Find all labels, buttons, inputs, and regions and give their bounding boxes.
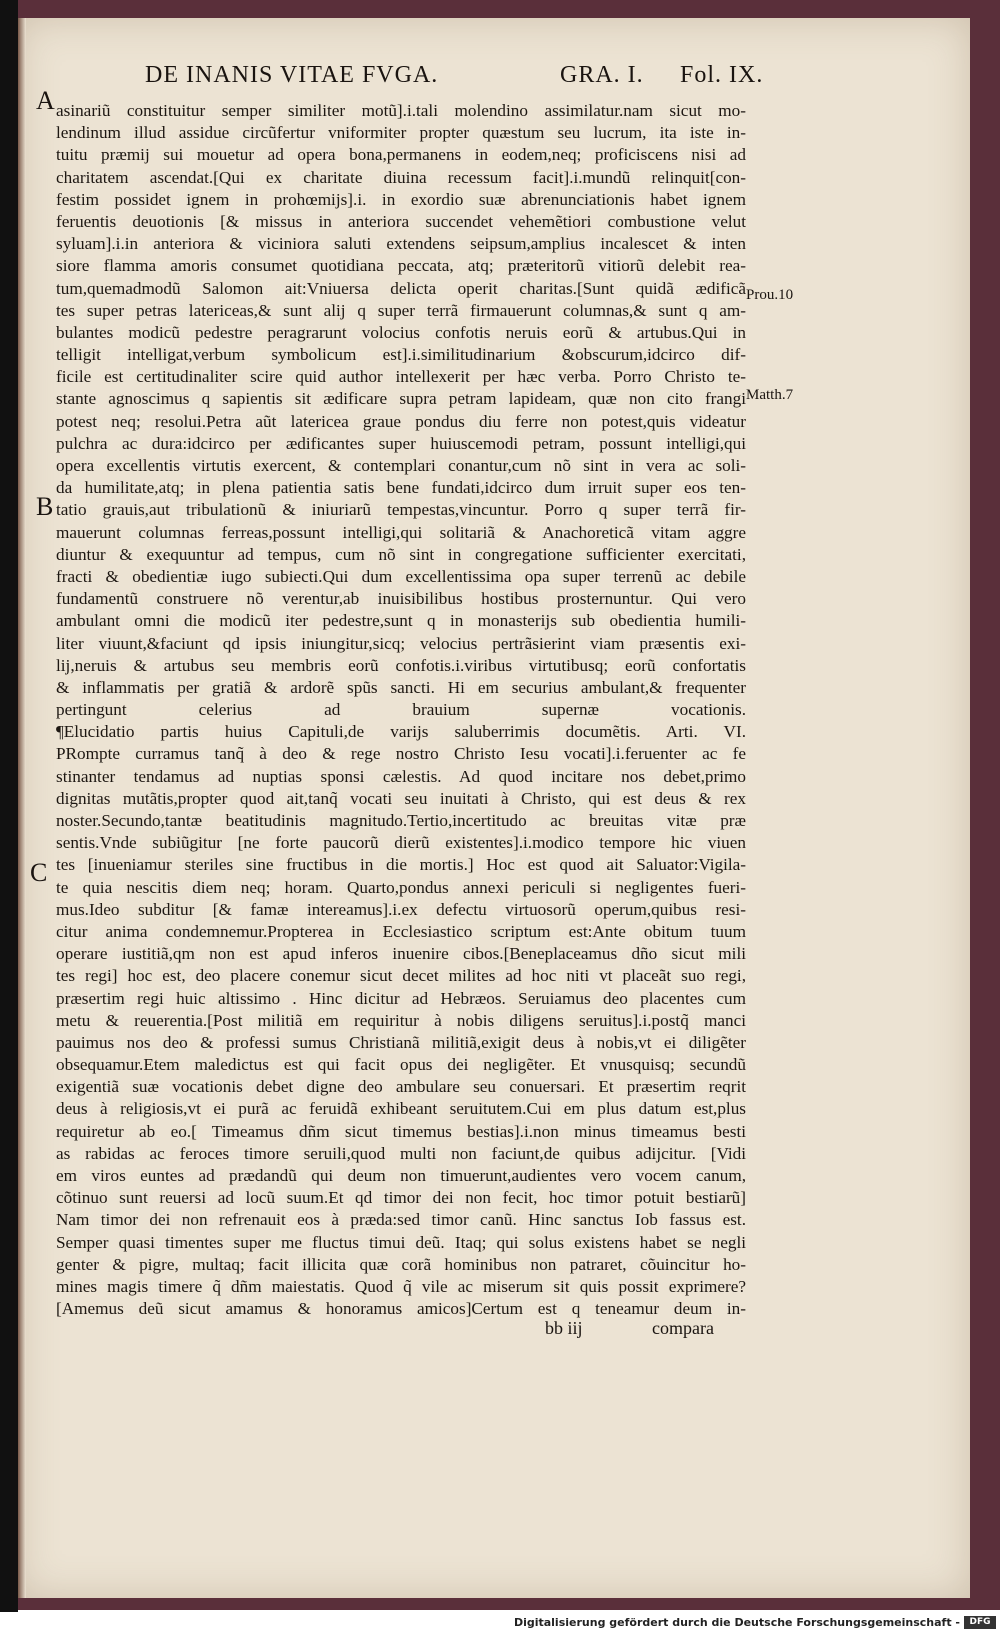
text-line: fracti & obedientiæ iugo subiecti.Qui dum excellentissima opa super terrenũ ac debile	[56, 566, 746, 586]
text-line: telligit intelligat,verbum symbolicum est].i.similitudinarium &obscurum,idcirco dif-	[56, 345, 746, 365]
text-line: opera excellentis virtutis exercent, & contemplari conantur,cum nõ sint in vera ac soli-	[56, 456, 746, 475]
text-line: tatio grauis,aut tribulationũ & iniuriarũ tempestas,vincuntur. Porro q super terrã fir-	[56, 500, 746, 520]
text-line: mus.Ideo subditur [& famæ intereamus].i.ex defectu virtuosorũ operum,quibus resi-	[56, 899, 746, 919]
text-line: præsertim regi huic altissimo . Hinc dicitur ad Hebræos. Seruiamus deo placentes cum	[56, 988, 746, 1008]
text-line: syluam].i.in anteriora & viciniora saluti extendens seipsum,amplius incalescet & inten	[56, 234, 746, 254]
catchword: compara	[652, 1318, 714, 1338]
text-line: metu & reuerentia.[Post militiã em requiritur à nobis diligens seruitus].i.postq̃ manci	[56, 1010, 746, 1030]
text-line: tum,quemadmodũ Salomon ait:Vniuersa delicta operit charitas.[Sunt quidã ædificã	[56, 278, 746, 298]
text-line: tes super petras latericeas,& sunt alij q super terrã firmauerunt columnas,& sunt q am-	[56, 300, 746, 320]
page-gutter-shadow	[18, 18, 26, 1598]
text-line: bulantes modicũ pedestre peragrarunt volocius confotis neruis eorũ & artubus.Qui in	[56, 322, 746, 342]
text-line: em viros euntes ad prædandũ qui deum non timuerunt,audientes vero vocem canum,	[56, 1166, 746, 1185]
text-line: asinariũ constituitur semper similiter motũ].i.tali molendino assimilatur.nam sicut mo-	[56, 101, 746, 120]
text-line: festim possidet ignem in prohœmijs].i. in exordio suæ abrenunciationis habet ignem	[56, 189, 746, 209]
text-line: deus à religiosis,vt ei purã ac feruidã exhibeant seruitutem.Cui em plus datum est,plus	[56, 1099, 746, 1119]
scanner-edge	[0, 0, 18, 1614]
text-line: as rabidas ac feroces timore seruili,quod multi non faciunt,de quibus adijcitur. [Vidi	[56, 1143, 746, 1163]
text-line: potest neq; resolui.Petra aũt latericea graue pondus diu ferre non potest,quis videatur	[56, 411, 746, 431]
text-line: siore flamma amoris consumet quotidiana peccata, atq; præteritorũ vitiorũ delebit rea-	[56, 256, 746, 276]
text-line: Nam timor dei non refrenauit eos à præda:sed timor canũ. Hinc sanctus Iob fassus est.	[56, 1210, 746, 1230]
text-line: te quia nescitis diem neq; horam. Quarto,pondus annexi periculi si negligentes fueri-	[56, 877, 746, 897]
text-line: lendinum illud assidue circũfertur vniformiter propter quæstum seu lucrum, ita iste in-	[56, 123, 746, 143]
text-line: Semper quasi timentes super me fluctus timui deũ. Itaq; qui solus existens habet se negli	[56, 1232, 746, 1252]
text-line: pauimus nos deo & professi sumus Christianã militiã,exigit deus à nobis,vt ei diligẽter	[56, 1032, 746, 1052]
text-line: noster.Secundo,tantæ beatitudinis magnitudo.Tertio,incertitudo ac breuitas vitæ præ	[56, 811, 746, 830]
text-line: stante agnoscimus q sapientis sit ædificare supra petram lapideam, quæ non cito frangi	[56, 389, 746, 409]
text-line: & inflammatis per gratiã & ardorẽ spũs sancti. Hi em securius ambulant,& frequenter	[56, 677, 746, 697]
text-line: ambulant omni die modicũ iter pedestre,sunt q in monasterijs sub obedientia humili-	[56, 611, 746, 631]
text-line: sentis.Vnde subiũgitur [ne forte paucorũ dierũ existentes].i.modico tempore hic viuen	[56, 833, 746, 853]
text-line: ¶Elucidatio partis huius Capituli,de varijs saluberrimis documẽtis. Arti. VI.	[56, 722, 746, 742]
section-marker-a: A	[36, 86, 55, 115]
text-line: lij,neruis & artubus seu membris eorũ confotis.i.viribus virtutibusq; eorũ confortatis	[56, 655, 746, 675]
margin-note-matth: Matth.7	[746, 387, 794, 403]
text-line: tuitu præmij sui mouetur ad opera bona,permanens in eodem,neq; proficiscens nisi ad	[56, 145, 746, 165]
text-line: requiretur ab eo.[ Timeamus dñm sicut timemus bestias].i.non minus timeamus besti	[56, 1121, 746, 1141]
text-line: dignitas mutãtis,propter quod ait,tanq̃ vocati seu inuitati à Christo, qui est deus & rex	[56, 788, 746, 808]
header-folio: Fol. IX.	[680, 62, 764, 88]
text-line: liter viuunt,&faciunt qd ipsis iniungitur,sicq; velocius pertrãsierint viam præsentis exi-	[56, 633, 746, 653]
text-line: tes regi] hoc est, deo placere conemur sicut decet milites ad hoc niti vt placeãt suo regi,	[56, 966, 746, 986]
text-line: da humilitate,atq; in plena patientia satis bene fundati,idcirco dum irruit super eos ten-	[56, 478, 746, 498]
footer-bar	[0, 1612, 1000, 1632]
text-line: PRompte curramus tanq̃ à deo & rege nostro Christo Iesu vocati].i.feruenter ac fe	[56, 744, 746, 764]
text-line: stinanter tendamus ad nuptias sponsi cælestis. Ad quod incitare nos debet,primo	[56, 766, 746, 786]
section-marker-b: B	[36, 492, 54, 521]
text-line: cõtinuo sunt reuersi ad locũ suum.Et qd timor dei non fecit, hoc timor potuit bestiarũ]	[56, 1188, 746, 1208]
margin-note-prou: Prou.10	[746, 287, 794, 303]
text-line: ficile est certitudinaliter scire quid author intellexerit per hæc verba. Porro Christo te-	[56, 367, 746, 387]
dfg-logo: DFG	[964, 1616, 996, 1629]
text-line: mauerunt columnas ferreas,possunt intelligi,qui solitariã & Anachoreticã vitam aggre	[56, 522, 746, 542]
text-line: pertingunt celerius ad brauium supernæ vocationis.	[56, 700, 746, 720]
header-section: GRA. I.	[560, 62, 644, 88]
text-line: tes [inueniamur steriles sine fructibus in die mortis.] Hoc est quod ait Saluator:Vigila-	[56, 855, 746, 875]
signature-mark: bb iij	[545, 1318, 583, 1338]
text-line: citur anima condemnemur.Propterea in Ecclesiastico scriptum est:Ante obitum tuum	[56, 921, 746, 941]
text-line: [Amemus deũ sicut amamus & honoramus amicos]Certum est q teneamur deum in-	[56, 1299, 746, 1319]
text-line: charitatem ascendat.[Qui ex charitate diuina recessum facit].i.mundũ relinquit[con-	[56, 167, 746, 187]
text-line: exigentiã suæ vocationis debet digne deo ambulare seu conuersari. Et præsertim reqrit	[56, 1077, 746, 1097]
text-line: diuntur & exequuntur ad tempus, cum nõ sint in congregatione sufficienter exercitati,	[56, 544, 746, 564]
footer-credit: Digitalisierung gefördert durch die Deutsche Forschungsgemeinschaft -	[513, 1616, 960, 1629]
text-line: fundamentũ construere nõ verentur,ab inuisibilibus hostibus prosternuntur. Qui vero	[56, 589, 746, 609]
text-line: mines magis timere q̃ dñm maiestatis. Quod q̃ vile ac miserum sit quis possit exprimere?	[56, 1276, 746, 1296]
text-line: feruentis deuotionis [& missus in anteriora succendet vehemẽtiori combustione velut	[56, 211, 746, 231]
text-line: pulchra ac dura:idcirco per ædificantes super huiuscemodi petram, possunt intelligi,qui	[56, 433, 746, 453]
text-line: obsequamur.Etem maledictus est qui facit opus dei negligẽter. Et vnusquisq; secundũ	[56, 1055, 746, 1075]
header-title: DE INANIS VITAE FVGA.	[145, 62, 439, 88]
section-marker-c: C	[30, 858, 48, 887]
text-line: genter & pigre, multaq; facit illicita quæ corã hominibus non patraret, cõuincitur ho-	[56, 1254, 746, 1274]
body-text	[56, 100, 746, 1320]
running-header	[145, 62, 785, 94]
text-line: operare iustitiã,qm non est apud inferos inuenire cibos.[Beneplaceamus dño sicut mili	[56, 944, 746, 964]
